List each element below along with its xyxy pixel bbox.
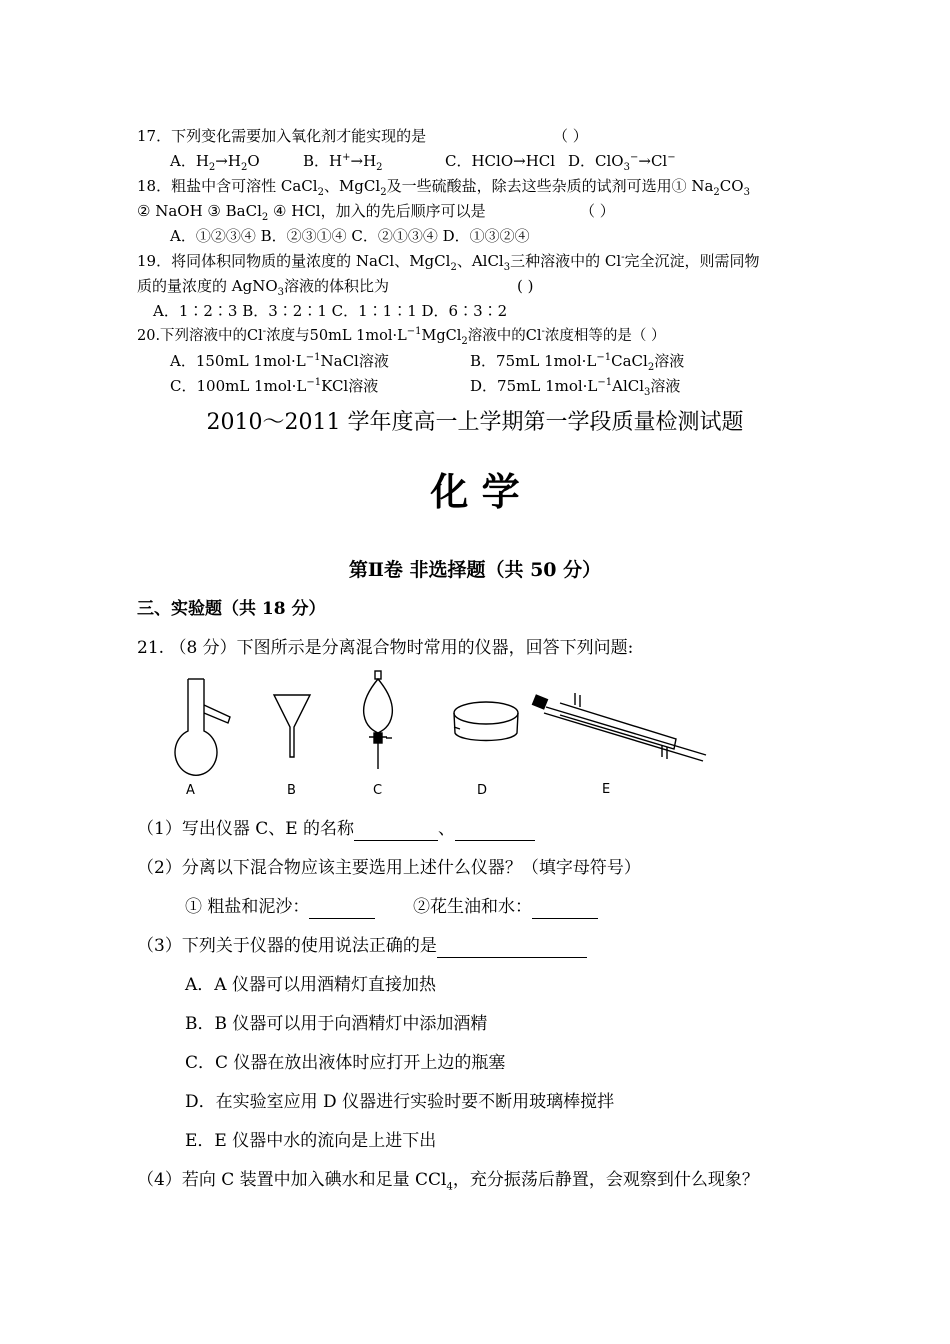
q18-line1: 18．粗盐中含可溶性 CaCl$_2$、MgCl$_2$及一些硫酸盐，除去这些杂质的试剂可选用① $Na_2CO_3$ — [137, 177, 750, 198]
subject-title: 化 学 — [430, 470, 520, 514]
condenser-icon — [533, 693, 706, 761]
q21-part3: （3）下列关于仪器的使用说法正确的是 — [137, 934, 587, 958]
q21-part1: （1）写出仪器 C、E 的名称 、 — [137, 817, 535, 841]
answer-blank-e[interactable] — [455, 822, 535, 841]
q18-paren: （ ） — [580, 202, 615, 220]
q17-option-b: B．$H^+\to H_2$ — [303, 152, 383, 173]
answer-blank-salt[interactable] — [309, 900, 375, 919]
q21-option-d: D．在实验室应用 D 仪器进行实验时要不断用玻璃棒搅拌 — [185, 1092, 615, 1112]
q21-option-a: A．A 仪器可以用酒精灯直接加热 — [185, 975, 436, 995]
q20-option-c: C．100mL $1mol\cdot L^{-1}KCl$溶液 — [170, 377, 379, 395]
q21-part2: （2）分离以下混合物应该主要选用上述什么仪器？（填字母符号） — [137, 858, 641, 878]
q17-options — [170, 151, 676, 173]
distillation-flask-icon — [175, 679, 230, 775]
q21-option-c: C．C 仪器在放出液体时应打开上边的瓶塞 — [185, 1053, 506, 1073]
evaporating-dish-icon — [454, 702, 518, 741]
label-a: A — [186, 783, 195, 798]
q20-option-a: A．150mL $1mol\cdot L^{-1}NaCl$溶液 — [170, 352, 389, 370]
answer-blank-c[interactable] — [354, 822, 438, 841]
q17-option-a: A．$H_2\to H_2O$ — [170, 152, 260, 173]
q21-part4: （4）若向 C 装置中加入碘水和足量 CCl$_4$，充分振荡后静置，会观察到什么现象？ — [137, 1170, 759, 1193]
apparatus-figure — [0, 665, 950, 810]
label-c: C — [373, 783, 383, 798]
q18-options: A．①②③④ B．②③①④ C．②①③④ D．①③②④ — [170, 227, 530, 245]
q17-option-c: C．HClO→HCl — [445, 152, 556, 170]
q19-line1: 19．将同体积同物质的量浓度的 NaCl、MgCl$_2$、AlCl$_3$三种溶液中的 Cl-完全沉淀，则需同物 — [137, 252, 760, 273]
answer-blank-oil[interactable] — [532, 900, 598, 919]
label-e: E — [602, 782, 611, 797]
q21-stem: 21. （8 分）下图所示是分离混合物时常用的仪器，回答下列问题: — [137, 638, 634, 658]
section-heading: 三、实验题（共 18 分） — [137, 599, 326, 619]
label-d: D — [477, 783, 488, 798]
q19-options: A．1∶2∶3 B．3∶2∶1 C．1∶1∶1 D．6∶3∶2 — [153, 302, 508, 320]
q17-option-d: D．ClO$_3$−→Cl− — [568, 152, 676, 173]
exam-title: 2010～2011 学年度高一上学期第一学段质量检测试题 — [206, 410, 744, 435]
part-title: 第Ⅱ卷 非选择题（共 50 分） — [348, 559, 602, 581]
funnel-icon — [274, 695, 310, 757]
label-b: B — [287, 783, 296, 798]
q21-part2-b: ②花生油和水： — [413, 895, 598, 919]
q19-line2: 质的量浓度的 AgNO$_3$溶液的体积比为 — [137, 277, 390, 298]
q20-option-b: B．75mL $1mol\cdot L^{-1}CaCl_2$溶液 — [470, 352, 685, 373]
q17-paren: （ ） — [553, 127, 588, 145]
q21-option-e: E．E 仪器中水的流向是上进下出 — [185, 1131, 437, 1151]
q21-option-b: B．B 仪器可以用于向酒精灯中添加酒精 — [185, 1014, 488, 1034]
q20-option-d: D．75mL $1mol\cdot L^{-1}AlCl_3$溶液 — [470, 377, 681, 398]
q21-part2-a: ① 粗盐和泥沙： — [185, 895, 375, 919]
q18-line2: ② NaOH ③ BaCl$_2$ ④ HCl，加入的先后顺序可以是 — [137, 202, 486, 223]
q19-paren: ( ) — [517, 277, 534, 295]
q20-stem: 20.下列溶液中的Cl-浓度与50mL $1mol\cdot L^{-1}MgCl_2$溶液中的Cl-浓度相等的是（ ） — [137, 326, 666, 347]
answer-blank-usage[interactable] — [437, 939, 587, 958]
separatory-funnel-icon — [364, 671, 393, 769]
q17-stem: 17．下列变化需要加入氧化剂才能实现的是 — [137, 127, 427, 145]
